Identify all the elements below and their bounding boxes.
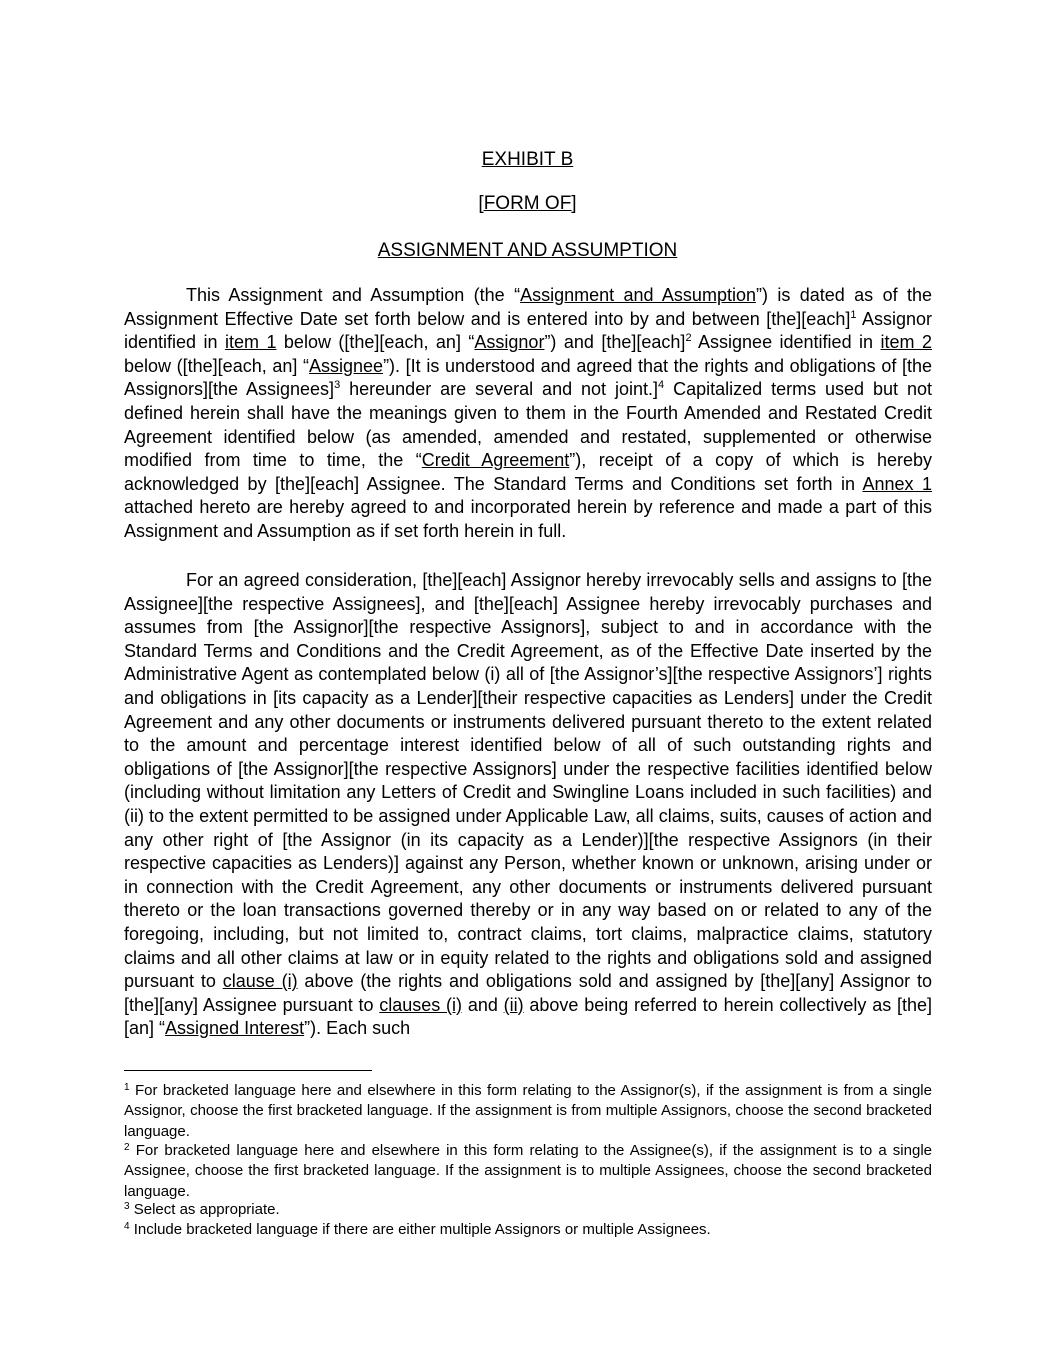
footnote-1: $^1$ For bracketed language here and elsewhere in this form relating to the Assignor(s), if the assignment is from a single Assignor, choose the first bracketed language. If the assignment is from multiple Assignors, choose the second bracketed language. (124, 1082, 932, 1140)
opening-paragraph: This Assignment and Assumption (the “Assignment and Assumption”) is dated as of the Assignment Effective Date set forth below and is entered into by and between [the][each]$^1$ Assignor identified in item 1 below ([the][each, an] “Assignor”) and [the][each]$^2$ Assignee identified in item 2 below ([the][each, an] “Assignee”). [It is understood and agreed that the rights and obligations of [the Assignors][the Assignees]$^3$ hereunder are several and not joint.]$^4$ Capitalized terms used but not defined herein shall have the meanings given to them in the Fourth Amended and Restated Credit Agreement identified below (as amended, amended and restated, supplemented or otherwise modified from time to time, the “Credit Agreement”), receipt of a copy of which is hereby acknowledged by [the][each] Assignee. The Standard Terms and Conditions set forth in Annex 1 attached hereto are hereby agreed to and incorporated herein by reference and made a part of this Assignment and Assumption as if set forth herein in full. (124, 285, 932, 541)
annex-reference: Annex 1 (862, 473, 932, 494)
clause-reference: (ii) (503, 994, 524, 1015)
footnote-number: 4 (124, 1221, 130, 1232)
assignment-paragraph: For an agreed consideration, [the][each] Assignor hereby irrevocably sells and assigns to [the Assignee][the respective Assignees], and [the][each] Assignee hereby irrevocably purchases and assumes from [the Assignor][the respective Assignors], subject to and in accordance with the Standard Terms and Conditions and the Credit Agreement, as of the Effective Date inserted by the Administrative Agent as contemplated below (i) all of [the Assignor’s][the respective Assignors’] rights and obligations in [its capacity as a Lender][their respective capacities as Lenders] under the Credit Agreement and any other documents or instruments delivered pursuant thereto to the extent related to the amount and percentage interest identified below of all of such outstanding rights and obligations of [the Assignor][the respective Assignors] under the respective facilities identified below (including without limitation any Letters of Credit and Swingline Loans included in such facilities) and (ii) to the extent permitted to be assigned under Applicable Law, all claims, suits, causes of action and any other right of [the Assignor (in its capacity as a Lender)][the respective Assignors (in their respective capacities as Lenders)] against any Person, whether known or unknown, arising under or in connection with the Credit Agreement, any other documents or instruments delivered pursuant thereto or the loan transactions governed thereby or in any way based on or related to any of the foregoing, including, but not limited to, contract claims, tort claims, malpractice claims, statutory claims and all other claims at law or in equity related to the rights and obligations sold and assigned pursuant to clause (i) above (the rights and obligations sold and assigned by [the][any] Assignor to [the][any] Assignee pursuant to clauses (i) and (ii) above being referred to herein collectively as [the][an] “Assigned Interest”). Each such (124, 570, 932, 1039)
document-title: ASSIGNMENT AND ASSUMPTION (377, 240, 678, 261)
defined-term: Assignment and Assumption (520, 285, 756, 305)
form-of-heading: [FORM OF] (478, 193, 577, 214)
item-reference: item 1 (224, 332, 277, 353)
footnote-ref-2: 2 (685, 332, 692, 345)
defined-term: Assignee (309, 355, 384, 376)
footnote-4: $^4$ Include bracketed language if there are either multiple Assignors or multiple Assignees. (124, 1221, 711, 1238)
footnote-number: 2 (124, 1142, 130, 1153)
footnote-ref-3: 3 (334, 379, 341, 392)
clause-reference: clauses (i) (379, 994, 463, 1015)
defined-term: Credit Agreement (421, 450, 570, 471)
exhibit-heading: EXHIBIT B (481, 149, 574, 170)
footnote-2: $^2$ For bracketed language here and elsewhere in this form relating to the Assignee(s), if the assignment is to a single Assignee, choose the first bracketed language. If the assignment is to multiple Assignees, choose the second bracketed language. (124, 1142, 932, 1200)
clause-reference: clause (i) (222, 971, 298, 992)
defined-term: Assignor (474, 332, 545, 353)
footnote-ref-4: 4 (658, 379, 665, 392)
item-reference: item 2 (880, 332, 932, 353)
footnote-separator (124, 1070, 372, 1071)
footnote-ref-1: 1 (850, 308, 857, 321)
defined-term: Assigned Interest (165, 1018, 305, 1039)
footnote-3: $^3$ Select as appropriate. (124, 1201, 280, 1218)
footnote-number: 3 (124, 1201, 130, 1212)
footnote-number: 1 (124, 1082, 130, 1093)
